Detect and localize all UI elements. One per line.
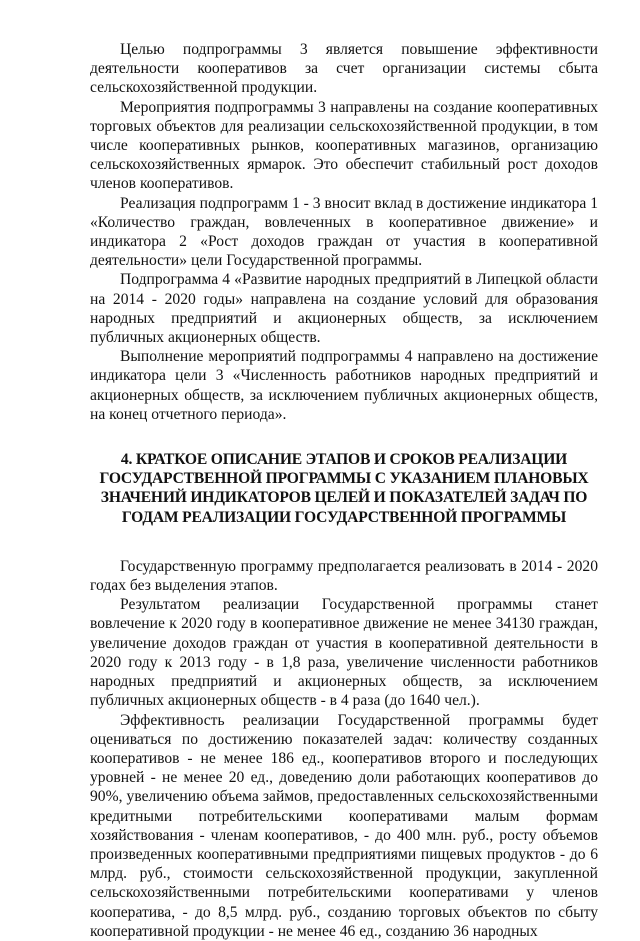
paragraph-subprogram3-goal: Целью подпрограммы 3 является повышение эффективности деятельности кооперативов за счет организации системы сбыта сельскохозяйственной продукции. xyxy=(90,41,598,97)
paragraph-subprogram4: Подпрограмма 4 «Развитие народных предприятий в Липецкой области на 2014 - 2020 годы» направлена на создание условий для образования народных предприятий и акционерных обществ, за исключением публичных акционерных обществ. xyxy=(90,271,598,347)
section-heading xyxy=(90,450,598,527)
document-page xyxy=(90,40,598,941)
paragraph-subprogram4-indicator: Выполнение мероприятий подпрограммы 4 направлено на достижение индикатора цели 3 «Численность работников народных предприятий и акционерных обществ, за исключением публичных акционерных обществ, на конец отчетного периода». xyxy=(90,348,598,423)
paragraph-program-efficiency: Эффективность реализации Государственной программы будет оцениваться по достижению показателей задач: количеству созданных кооперативов - не менее 186 ед., кооперативов второго и последующих уровней - не менее 20 ед., доведению доли работающих кооперативов до 90%, увеличению объема займов, предоставленных сельскохозяйственными кредитными потребительскими кооперативами малым формам хозяйствования - членам кооперативов, - до 400 млн. руб., росту объемов произведенных кооперативными предприятиями пищевых продуктов - до 6 млрд. руб., стоимости сельскохозяйственной продукции, закупленной сельскохозяйственными потребительскими кооперативами у членов кооператива, - до 8,5 млрд. руб., созданию торговых объектов по сбыту кооперативной продукции - не менее 46 ед., созданию 36 народных xyxy=(90,711,598,940)
heading-line: ЗНАЧЕНИЙ ИНДИКАТОРОВ ЦЕЛЕЙ И ПОКАЗАТЕЛЕЙ ЗАДАЧ ПО xyxy=(100,489,588,507)
paragraph-program-period: Государственную программу предполагается реализовать в 2014 - 2020 годах без выделения этапов. xyxy=(90,557,598,595)
paragraph-program-results: Результатом реализации Государственной программы станет вовлечение к 2020 году в кооперативное движение не менее 34130 граждан, увеличение доходов граждан от участия в кооперативной деятельности в 2020 году к 2013 году - в 1,8 раза, увеличение численности работников народных предприятий и акционерных обществ, за исключением публичных акционерных обществ - в 4 раза (до 1640 чел.). xyxy=(90,596,598,710)
paragraph-subprograms-1-3-contribution: Реализация подпрограмм 1 - 3 вносит вклад в достижение индикатора 1 «Количество граждан, вовлеченных в кооперативное движение» и индикатора 2 «Рост доходов граждан от участия в кооперативной деятельности» цели Государственной программы. xyxy=(90,194,598,270)
heading-line: 4. КРАТКОЕ ОПИСАНИЕ ЭТАПОВ И СРОКОВ РЕАЛИЗАЦИИ xyxy=(120,451,568,469)
heading-line: ГОСУДАРСТВЕННОЙ ПРОГРАММЫ С УКАЗАНИЕМ ПЛАНОВЫХ xyxy=(99,470,589,488)
paragraph-subprogram3-measures: Мероприятия подпрограммы 3 направлены на создание кооперативных торговых объектов для реализации сельскохозяйственной продукции, в том числе кооперативных рынков, кооперативных магазинов, организацию сельскохозяйственных ярмарок. Это обеспечит стабильный рост доходов членов кооперативов. xyxy=(90,98,598,193)
heading-line: ГОДАМ РЕАЛИЗАЦИИ ГОСУДАРСТВЕННОЙ ПРОГРАММЫ xyxy=(121,508,567,526)
